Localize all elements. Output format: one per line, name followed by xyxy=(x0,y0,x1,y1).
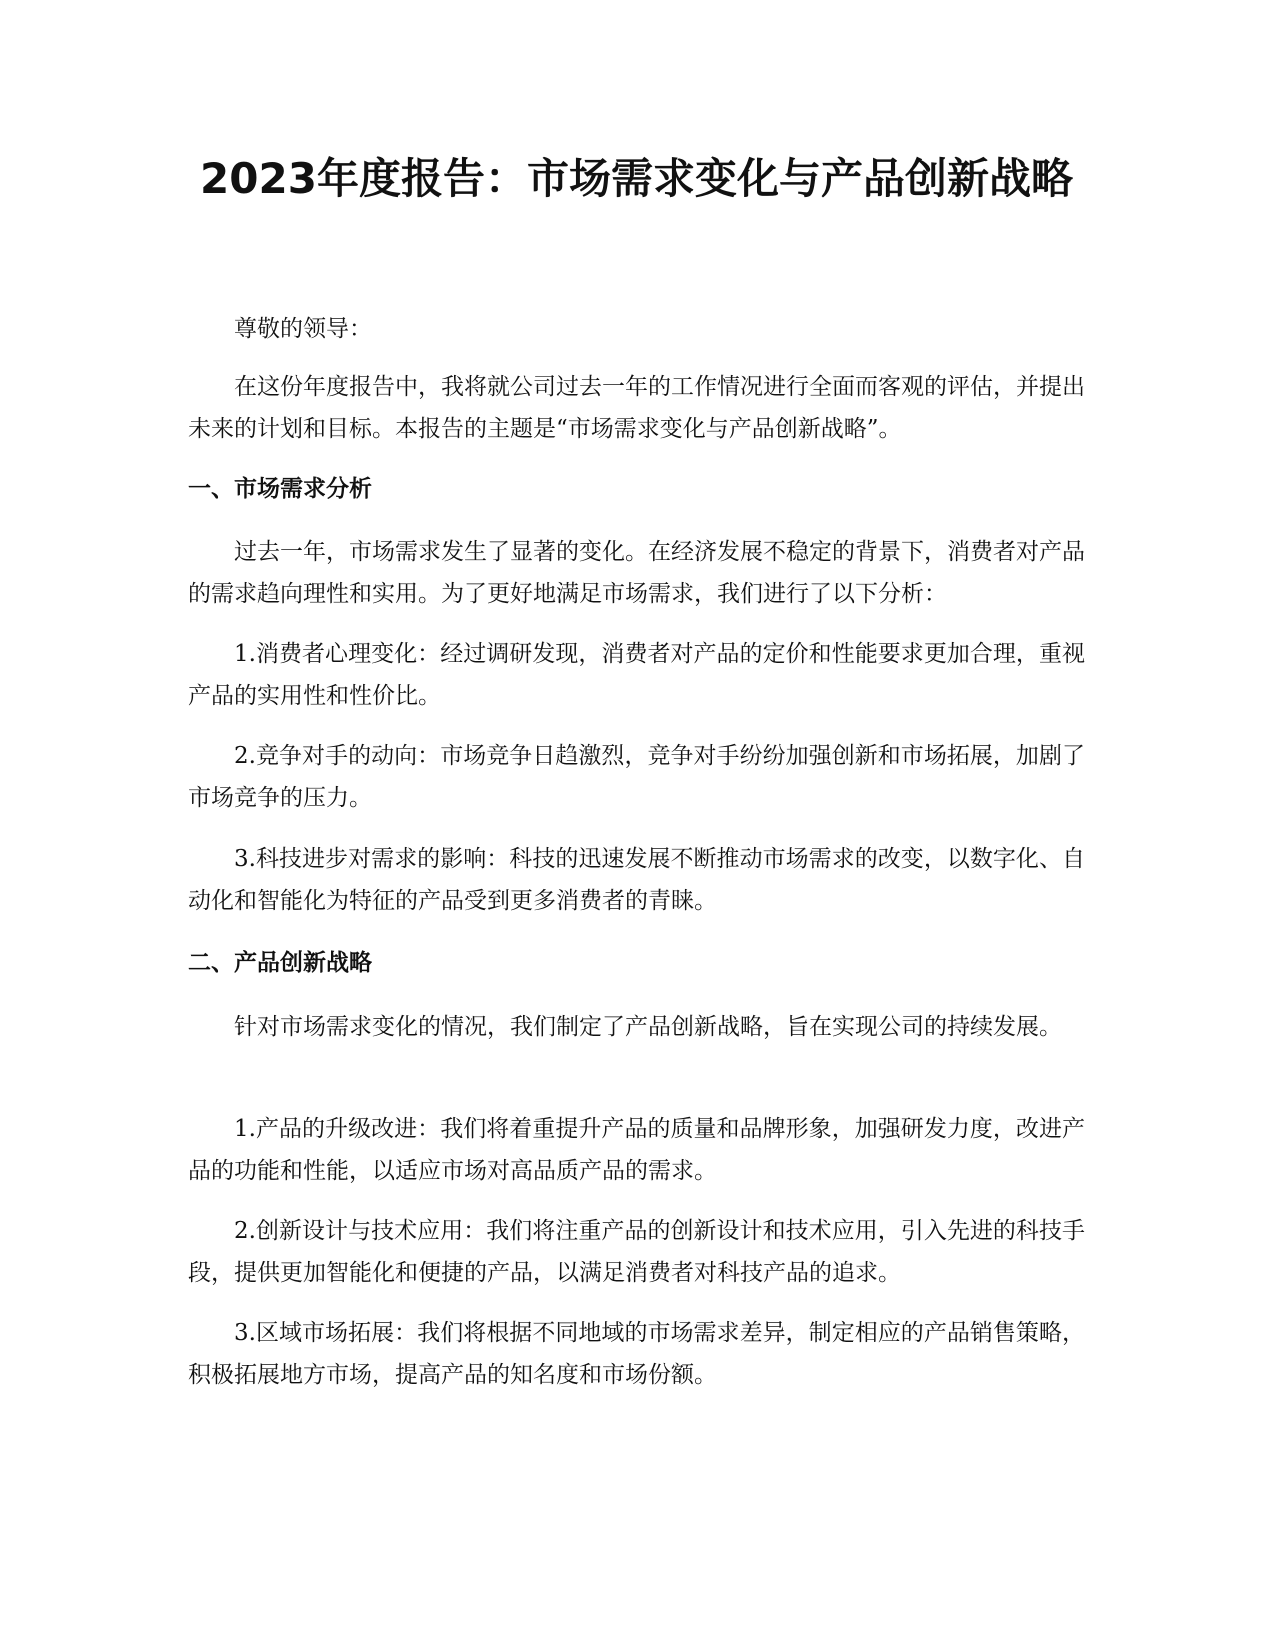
intro-paragraph: 在这份年度报告中，我将就公司过去一年的工作情况进行全面而客观的评估，并提出未来的计划和目标。本报告的主题是“市场需求变化与产品创新战略”。 xyxy=(188,374,1085,442)
section-heading-market-analysis: 一、市场需求分析 xyxy=(188,476,372,502)
section-1-item-3: 3.科技进步对需求的影响：科技的迅速发展不断推动市场需求的改变，以数字化、自动化和智能化为特征的产品受到更多消费者的青睐。 xyxy=(188,846,1085,914)
salutation: 尊敬的领导： xyxy=(234,316,372,342)
section-1-item-2: 2.竞争对手的动向：市场竞争日趋激烈，竞争对手纷纷加强创新和市场拓展，加剧了市场竞争的压力。 xyxy=(188,743,1085,811)
section-heading-product-innovation: 二、产品创新战略 xyxy=(188,950,372,976)
section-1-item-1: 1.消费者心理变化：经过调研发现，消费者对产品的定价和性能要求更加合理，重视产品的实用性和性价比。 xyxy=(188,641,1085,709)
section-1-lead-paragraph: 过去一年，市场需求发生了显著的变化。在经济发展不稳定的背景下，消费者对产品的需求趋向理性和实用。为了更好地满足市场需求，我们进行了以下分析： xyxy=(188,539,1085,607)
section-2-item-1: 1.产品的升级改进：我们将着重提升产品的质量和品牌形象，加强研发力度，改进产品的功能和性能，以适应市场对高品质产品的需求。 xyxy=(188,1116,1085,1184)
document-title: 2023年度报告：市场需求变化与产品创新战略 xyxy=(200,154,1073,203)
section-2-item-3: 3.区域市场拓展：我们将根据不同地域的市场需求差异，制定相应的产品销售策略，积极拓展地方市场，提高产品的知名度和市场份额。 xyxy=(188,1320,1085,1388)
section-2-item-2: 2.创新设计与技术应用：我们将注重产品的创新设计和技术应用，引入先进的科技手段，提供更加智能化和便捷的产品，以满足消费者对科技产品的追求。 xyxy=(188,1218,1085,1286)
section-2-lead-paragraph: 针对市场需求变化的情况，我们制定了产品创新战略，旨在实现公司的持续发展。 xyxy=(234,1014,1062,1040)
